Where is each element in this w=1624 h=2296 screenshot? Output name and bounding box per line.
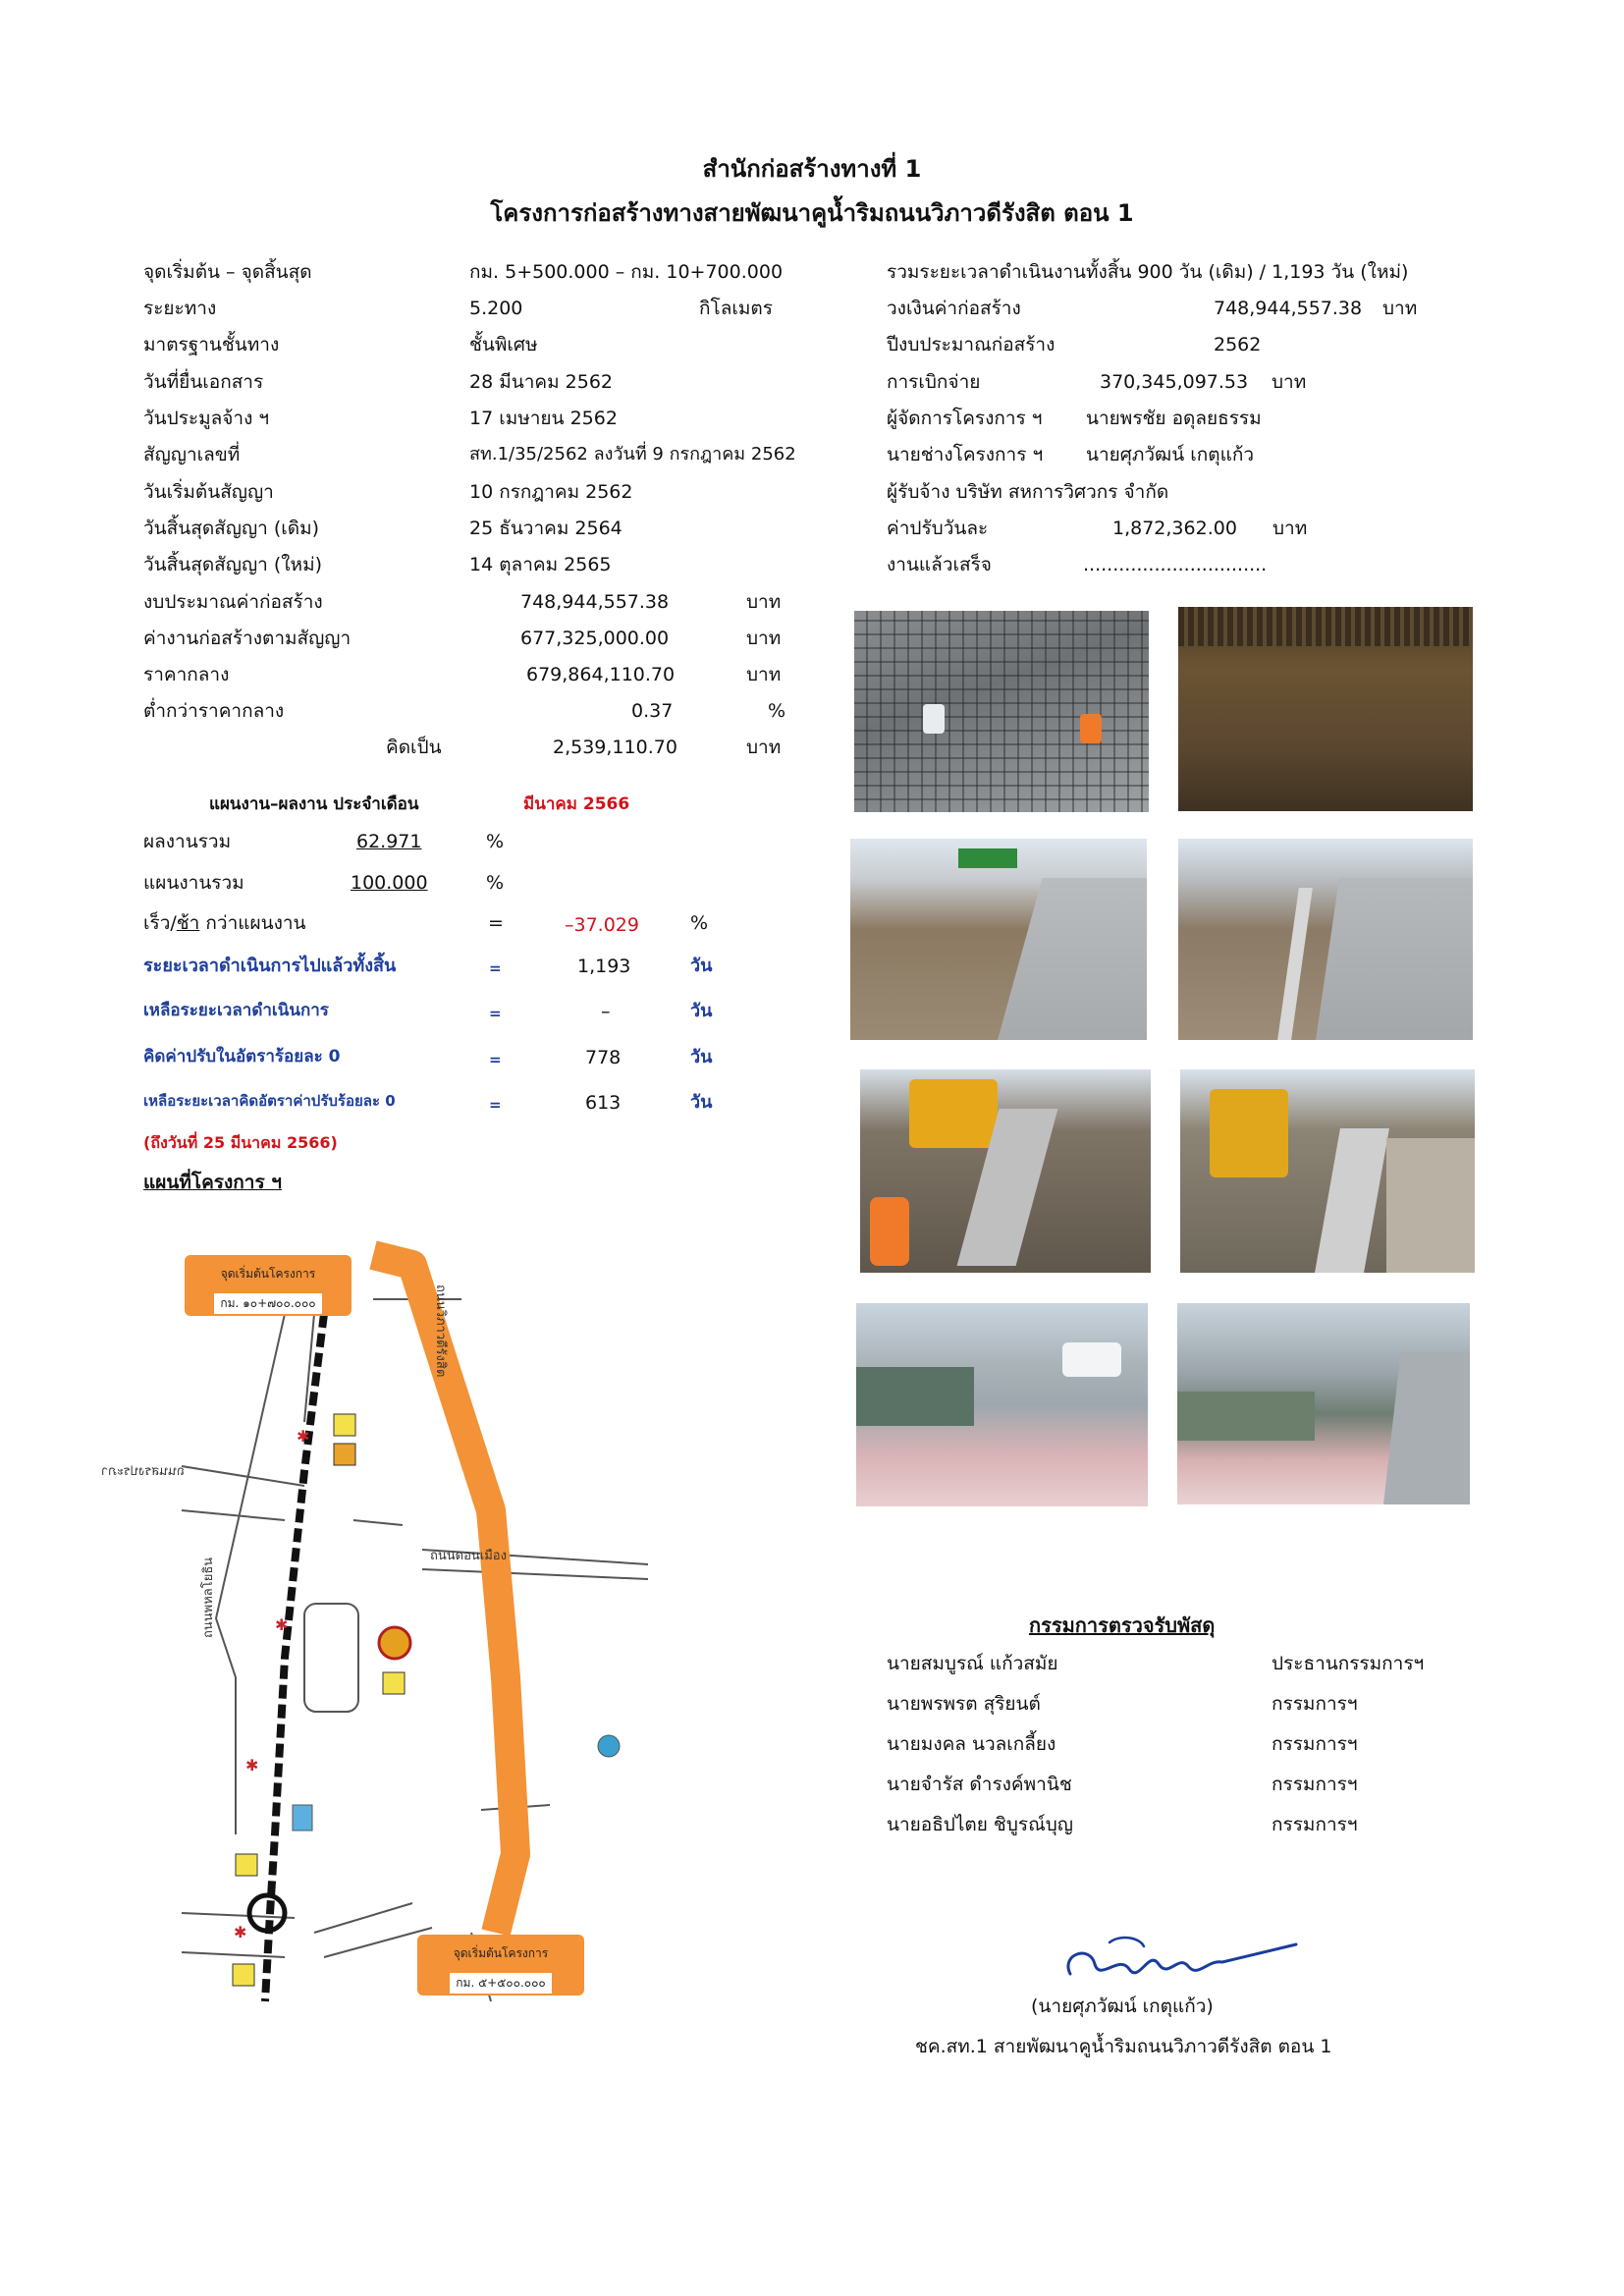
budget-label: งบประมาณค่าก่อสร้าง — [143, 591, 323, 613]
budget-value: 679,864,110.70 — [526, 664, 676, 685]
info-unit: บาท — [1272, 371, 1307, 393]
temple-icon — [379, 1627, 410, 1659]
duration-eq: = — [489, 1005, 502, 1022]
info-unit: กิโลเมตร — [699, 298, 773, 319]
traffic-signal-icon: ✱ — [245, 1756, 259, 1775]
info-label: จุดเริ่มต้น – จุดสิ้นสุด — [143, 261, 312, 283]
info-value: ............................... — [1083, 554, 1268, 575]
budget-value: 677,325,000.00 — [520, 628, 670, 649]
info-label: งานแล้วเสร็จ — [887, 554, 992, 575]
duration-label: ระยะเวลาดำเนินการไปแล้วทั้งสิ้น — [143, 956, 397, 976]
diff-value: –37.029 — [565, 914, 639, 936]
office-title: สำนักก่อสร้างทางที่ 1 — [702, 155, 922, 183]
info-label: การเบิกจ่าย — [887, 371, 981, 393]
road-label: ถนนดอนเมือง — [430, 1549, 507, 1563]
traffic-signal-icon: ✱ — [234, 1923, 247, 1941]
duration-eq: = — [489, 959, 502, 977]
info-label: นายช่างโครงการ ฯ — [887, 444, 1044, 465]
site-photo — [850, 839, 1147, 1040]
budget-value: 2,539,110.70 — [553, 737, 677, 758]
info-value: นายพรชัย อดุลยธรรม — [1086, 408, 1262, 429]
site-photo — [860, 1069, 1151, 1273]
budget-unit: บาท — [746, 664, 782, 685]
duration-unit: วัน — [690, 956, 713, 976]
info-value: 1,872,362.00 — [1112, 518, 1237, 539]
diff-label — [143, 914, 306, 933]
info-label: วันประมูลจ้าง ฯ — [143, 408, 270, 429]
info-value: 14 ตุลาคม 2565 — [469, 554, 612, 575]
progress-heading: แผนงาน–ผลงาน ประจำเดือน — [209, 794, 419, 814]
info-label: ผู้รับจ้าง บริษัท สหการวิศวกร จำกัด — [887, 481, 1169, 503]
budget-label: ต่ำกว่าราคากลาง — [143, 700, 285, 722]
duration-eq: = — [489, 1051, 502, 1068]
duration-value: 1,193 — [577, 956, 631, 977]
duration-label: เหลือระยะเวลาคิดอัตราค่าปรับร้อยละ 0 — [143, 1092, 396, 1110]
signature-mark — [1051, 1925, 1306, 1994]
route-start-callout — [417, 1935, 584, 1995]
budget-unit: บาท — [746, 591, 782, 613]
budget-label: ราคากลาง — [143, 664, 230, 685]
duration-eq: = — [489, 1096, 502, 1114]
committee-member-role: ประธานกรรมการฯ — [1272, 1653, 1425, 1674]
plan-label: แผนงานรวม — [143, 872, 244, 894]
info-value: 5.200 — [469, 298, 523, 319]
project-title: โครงการก่อสร้างทางสายพัฒนาคูน้ำริมถนนวิภาวดีรังสิต ตอน 1 — [490, 199, 1134, 227]
callout-km: กม. ๑๐+๗๐๐.๐๐๐ — [214, 1293, 321, 1314]
info-unit: บาท — [1382, 298, 1418, 319]
info-label: ระยะทาง — [143, 298, 217, 319]
info-unit: บาท — [1272, 518, 1308, 539]
duration-label: เหลือระยะเวลาดำเนินการ — [143, 1001, 329, 1020]
plan-unit: % — [486, 872, 505, 894]
as-of-date: (ถึงวันที่ 25 มีนาคม 2566) — [143, 1133, 338, 1152]
info-label: วงเงินค่าก่อสร้าง — [887, 298, 1021, 319]
committee-member-role: กรรมการฯ — [1272, 1814, 1358, 1835]
info-label: วันเริ่มต้นสัญญา — [143, 481, 274, 503]
diff-eq: = — [488, 912, 504, 934]
route-end-callout — [185, 1255, 352, 1316]
actual-label: ผลงานรวม — [143, 831, 232, 852]
committee-member-role: กรรมการฯ — [1272, 1693, 1358, 1715]
diff-label-slow: ช้า — [176, 912, 200, 934]
callout-title: จุดเริ่มต้นโครงการ — [453, 1946, 549, 1960]
committee-member-name: นายจำรัส ดำรงค์พานิช — [887, 1774, 1072, 1795]
diff-label-fast: เร็ว/ — [143, 912, 177, 934]
duration-value: 778 — [585, 1047, 622, 1068]
duration-unit: วัน — [690, 1092, 713, 1113]
project-map — [101, 1226, 668, 2001]
plan-value: 100.000 — [351, 872, 428, 894]
info-label: รวมระยะเวลาดำเนินงานทั้งสิ้น 900 วัน (เดิม) / 1,193 วัน (ใหม่) — [887, 261, 1409, 283]
road-label: ถนนพหลโยธิน — [201, 1557, 216, 1638]
info-value: 17 เมษายน 2562 — [469, 408, 618, 429]
site-photo — [1178, 839, 1473, 1040]
info-label: ค่าปรับวันละ — [887, 518, 989, 539]
site-photo — [1178, 607, 1473, 811]
progress-month: มีนาคม 2566 — [523, 794, 630, 814]
road-label: ถนนสรงประภา — [101, 1464, 185, 1479]
map-heading: แผนที่โครงการ ฯ — [143, 1172, 282, 1193]
info-value: 28 มีนาคม 2562 — [469, 371, 614, 393]
hospital-icon — [236, 1854, 257, 1876]
info-label: วันที่ยื่นเอกสาร — [143, 371, 264, 393]
info-value: 10 กรกฎาคม 2562 — [469, 481, 633, 503]
info-label: ปีงบประมาณก่อสร้าง — [887, 334, 1056, 355]
info-label: วันสิ้นสุดสัญญา (ใหม่) — [143, 554, 323, 575]
budget-value: 0.37 — [631, 700, 674, 722]
info-value: 25 ธันวาคม 2564 — [469, 518, 623, 539]
hospital-icon — [233, 1964, 254, 1986]
logo-icon — [598, 1735, 620, 1757]
traffic-signal-icon: ✱ — [297, 1427, 310, 1446]
hospital-icon — [334, 1414, 355, 1436]
info-value: นายศุภวัฒน์ เกตุแก้ว — [1086, 444, 1254, 465]
duration-unit: วัน — [690, 1001, 713, 1021]
info-value: 370,345,097.53 — [1100, 371, 1249, 393]
budget-label: ค่างานก่อสร้างตามสัญญา — [143, 628, 352, 649]
info-label: มาตรฐานชั้นทาง — [143, 334, 280, 355]
info-label: ผู้จัดการโครงการ ฯ — [887, 408, 1043, 429]
traffic-signal-icon: ✱ — [275, 1615, 289, 1634]
committee-member-name: นายสมบูรณ์ แก้วสมัย — [887, 1653, 1058, 1674]
duration-unit: วัน — [690, 1047, 713, 1067]
signer-name: (นายศุภวัฒน์ เกตุแก้ว) — [1031, 1995, 1214, 2017]
info-value: กม. 5+500.000 – กม. 10+700.000 — [469, 261, 784, 283]
duration-value: 613 — [585, 1092, 622, 1114]
building-outline — [304, 1604, 358, 1712]
actual-value: 62.971 — [356, 831, 422, 852]
duration-label: คิดค่าปรับในอัตราร้อยละ 0 — [143, 1047, 341, 1066]
duration-value: – — [601, 1001, 611, 1022]
hospital-icon — [383, 1672, 405, 1694]
info-value: สท.1/35/2562 ลงวันที่ 9 กรกฎาคม 2562 — [469, 444, 796, 465]
committee-member-name: นายพรพรต สุริยนต์ — [887, 1693, 1041, 1715]
budget-label: คิดเป็น — [386, 737, 442, 758]
committee-member-name: นายมงคล นวลเกลี้ยง — [887, 1733, 1056, 1755]
callout-title: จุดเริ่มต้นโครงการ — [220, 1267, 316, 1281]
logo-icon — [293, 1805, 312, 1831]
diff-unit: % — [690, 912, 709, 934]
committee-heading: กรรมการตรวจรับพัสดุ — [1029, 1613, 1216, 1637]
budget-unit: % — [768, 700, 786, 722]
info-value: 2562 — [1214, 334, 1262, 355]
signer-position: ชค.สท.1 สายพัฒนาคูน้ำริมถนนวิภาวดีรังสิต ตอน 1 — [915, 2036, 1332, 2057]
budget-value: 748,944,557.38 — [520, 591, 670, 613]
budget-unit: บาท — [746, 737, 782, 758]
actual-unit: % — [486, 831, 505, 852]
committee-member-name: นายอธิปไตย ชิบูรณ์บุญ — [887, 1814, 1073, 1835]
committee-member-role: กรรมการฯ — [1272, 1733, 1358, 1755]
info-value: 748,944,557.38 — [1214, 298, 1363, 319]
callout-km: กม. ๕+๕๐๐.๐๐๐ — [450, 1973, 551, 1994]
site-photo — [856, 1303, 1148, 1506]
info-value: ชั้นพิเศษ — [469, 334, 538, 355]
budget-unit: บาท — [746, 628, 782, 649]
info-label: วันสิ้นสุดสัญญา (เดิม) — [143, 518, 320, 539]
diff-label-rest: กว่าแผนงาน — [199, 912, 306, 934]
site-photo — [854, 611, 1149, 812]
road-label: ถนนวิภาวดีรังสิต — [433, 1285, 448, 1378]
committee-member-role: กรรมการฯ — [1272, 1774, 1358, 1795]
hospital-icon — [334, 1444, 355, 1465]
map-drawing — [101, 1226, 668, 2001]
info-label: สัญญาเลขที่ — [143, 444, 241, 465]
site-photo — [1177, 1303, 1470, 1504]
site-photo — [1180, 1069, 1475, 1273]
